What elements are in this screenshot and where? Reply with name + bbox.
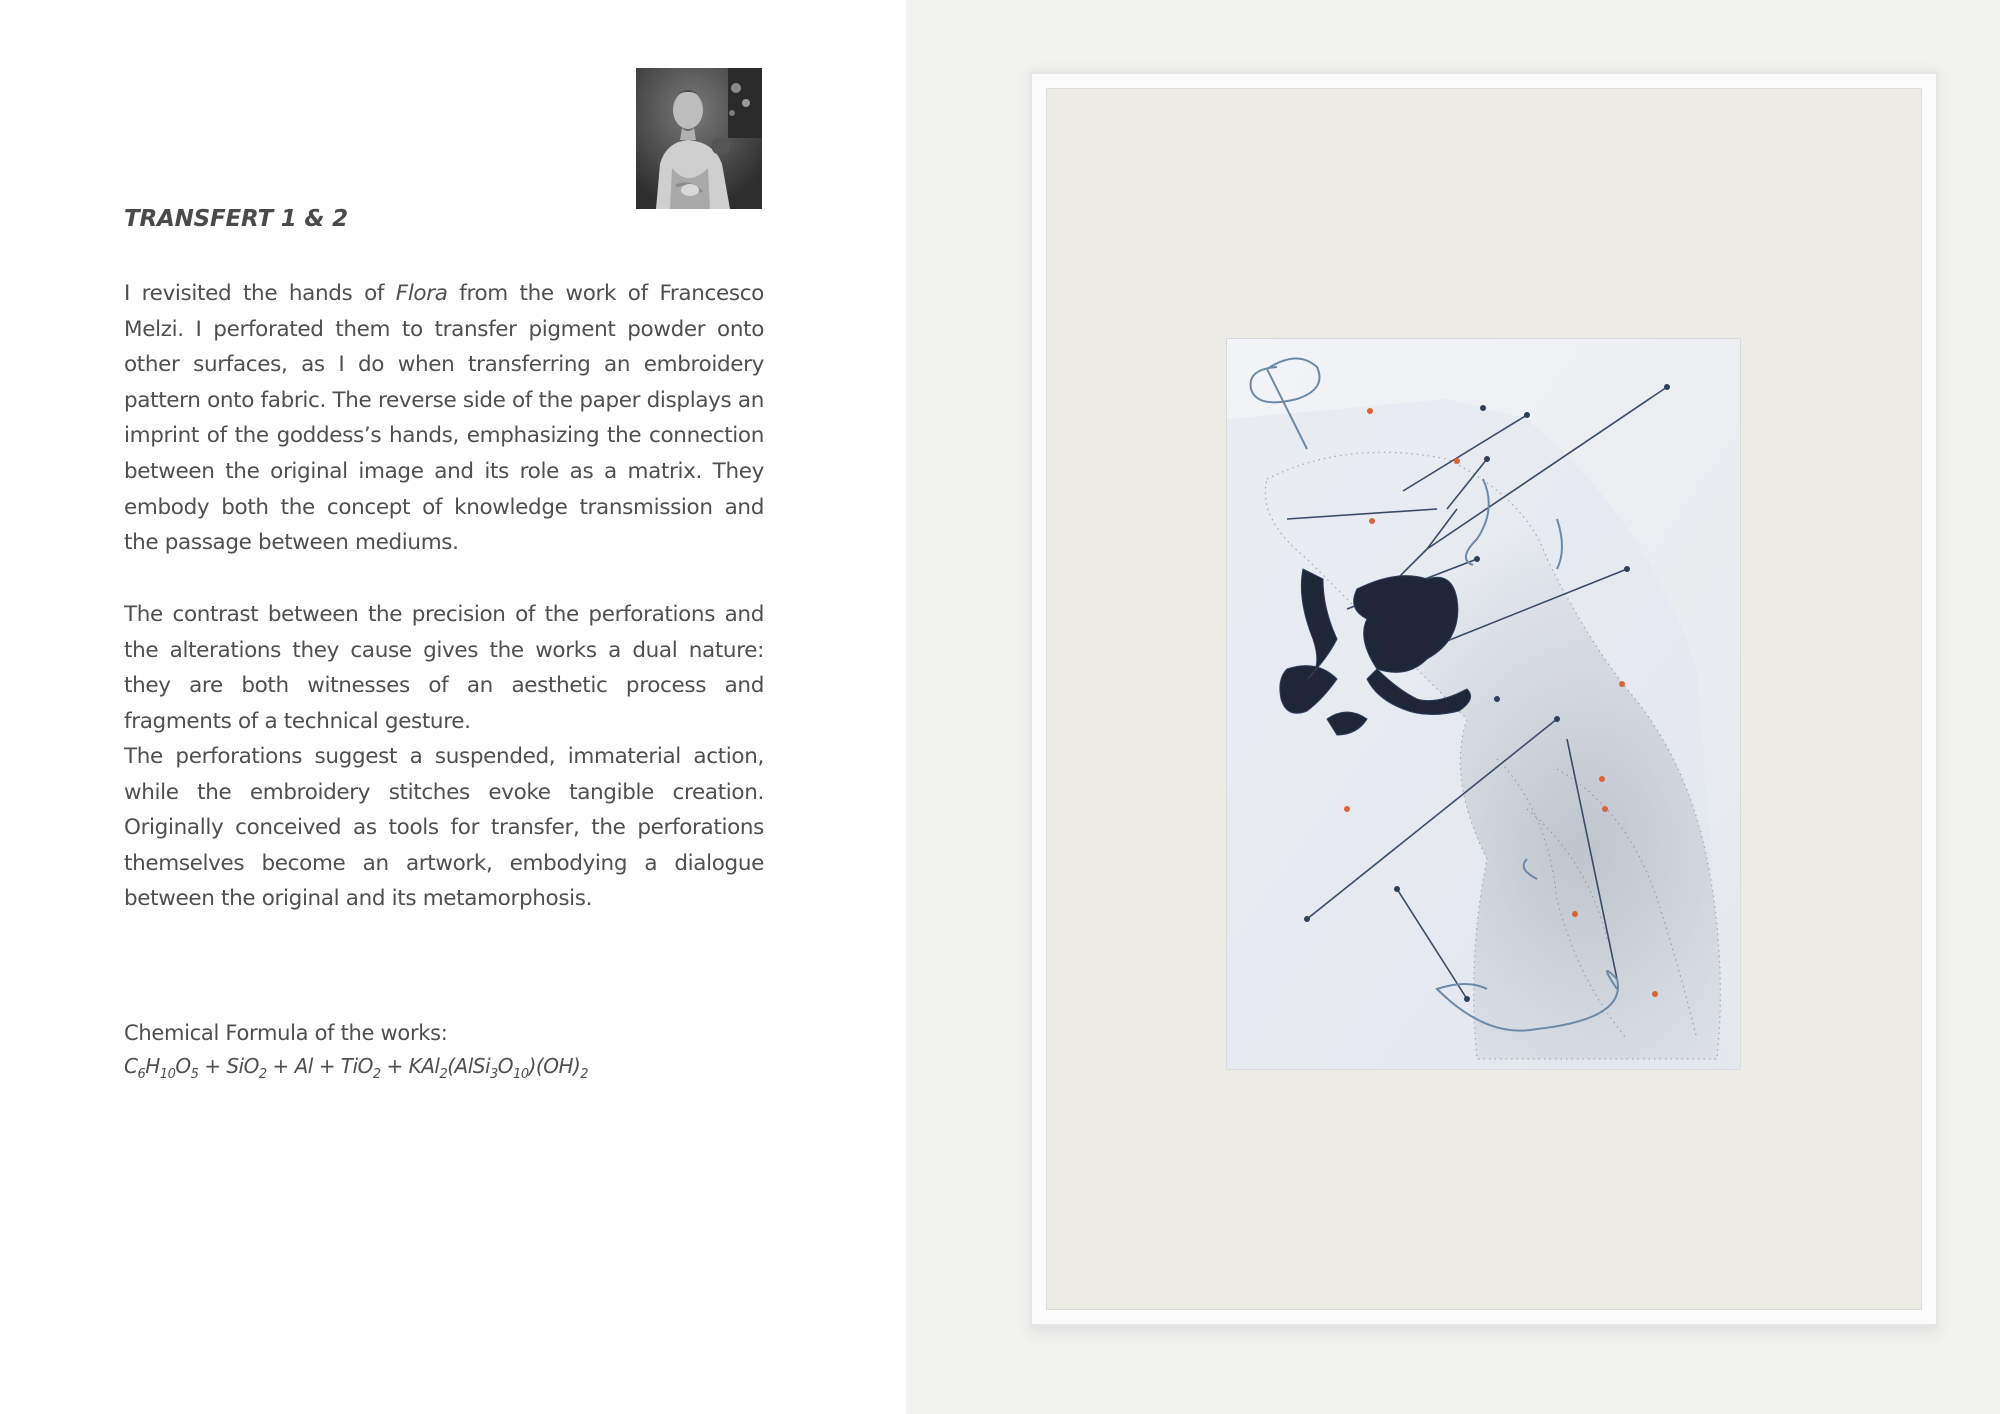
formula-part: + Al + TiO bbox=[266, 1054, 373, 1078]
formula-subscript: 2 bbox=[439, 1067, 448, 1082]
formula-subscript: 10 bbox=[513, 1067, 529, 1082]
formula-part: H bbox=[145, 1054, 160, 1078]
formula-subscript: 5 bbox=[190, 1067, 199, 1082]
work-title: TRANSFERT 1 & 2 bbox=[124, 206, 348, 232]
paragraph-intro-lead: I revisited the hands of bbox=[124, 281, 396, 306]
paragraph-perforations: The perforations suggest a suspended, immaterial action, while the embroidery stitches evoke tangible creation. Originally conceived as tools for transfer, the perforations themselves become an artwork, embodying a dialogue between the original and its metamorphosis. bbox=[124, 744, 764, 912]
formula-subscript: 3 bbox=[490, 1067, 498, 1082]
paragraph-intro-rest: from the work of Francesco Melzi. I perforated them to transfer pigment powder onto other surfaces, as I do when transferring an embroidery pattern onto fabric. The reverse side of the paper displays an imprint of the goddess’s hands, emphasizing the connection between the original image and its role as a matrix. They embody both the concept of knowledge transmission and the passage between mediums. bbox=[124, 281, 764, 556]
formula-subscript: 6 bbox=[137, 1067, 146, 1082]
formula-part: C bbox=[124, 1054, 138, 1078]
formula-subscript: 2 bbox=[372, 1067, 381, 1082]
formula-part: O bbox=[175, 1054, 191, 1078]
formula-subscript: 10 bbox=[159, 1067, 176, 1082]
formula-label: Chemical Formula of the works: bbox=[124, 1021, 448, 1045]
paragraph-contrast: The contrast between the precision of the perforations and the alterations they cause gives the works a dual nature: they are both witnesses of an aesthetic process and fragments of a technical gesture. bbox=[124, 602, 764, 734]
formula-subscript: 2 bbox=[258, 1067, 267, 1082]
perforated-artwork bbox=[1227, 339, 1740, 1069]
formula-subscript: 2 bbox=[580, 1067, 589, 1082]
formula-part: O bbox=[497, 1054, 514, 1078]
chemical-formula bbox=[124, 1054, 588, 1082]
formula-part: + SiO bbox=[198, 1054, 259, 1078]
artwork-drawing bbox=[1227, 339, 1740, 1069]
formula-part: + KAl bbox=[380, 1054, 440, 1078]
formula-part: (AlSi bbox=[447, 1054, 491, 1078]
text-page bbox=[0, 0, 906, 1414]
flora-italic: Flora bbox=[395, 281, 448, 306]
reference-painting-thumbnail bbox=[636, 68, 762, 209]
formula-part: )(OH) bbox=[528, 1054, 581, 1078]
paragraph-intro bbox=[124, 276, 764, 561]
